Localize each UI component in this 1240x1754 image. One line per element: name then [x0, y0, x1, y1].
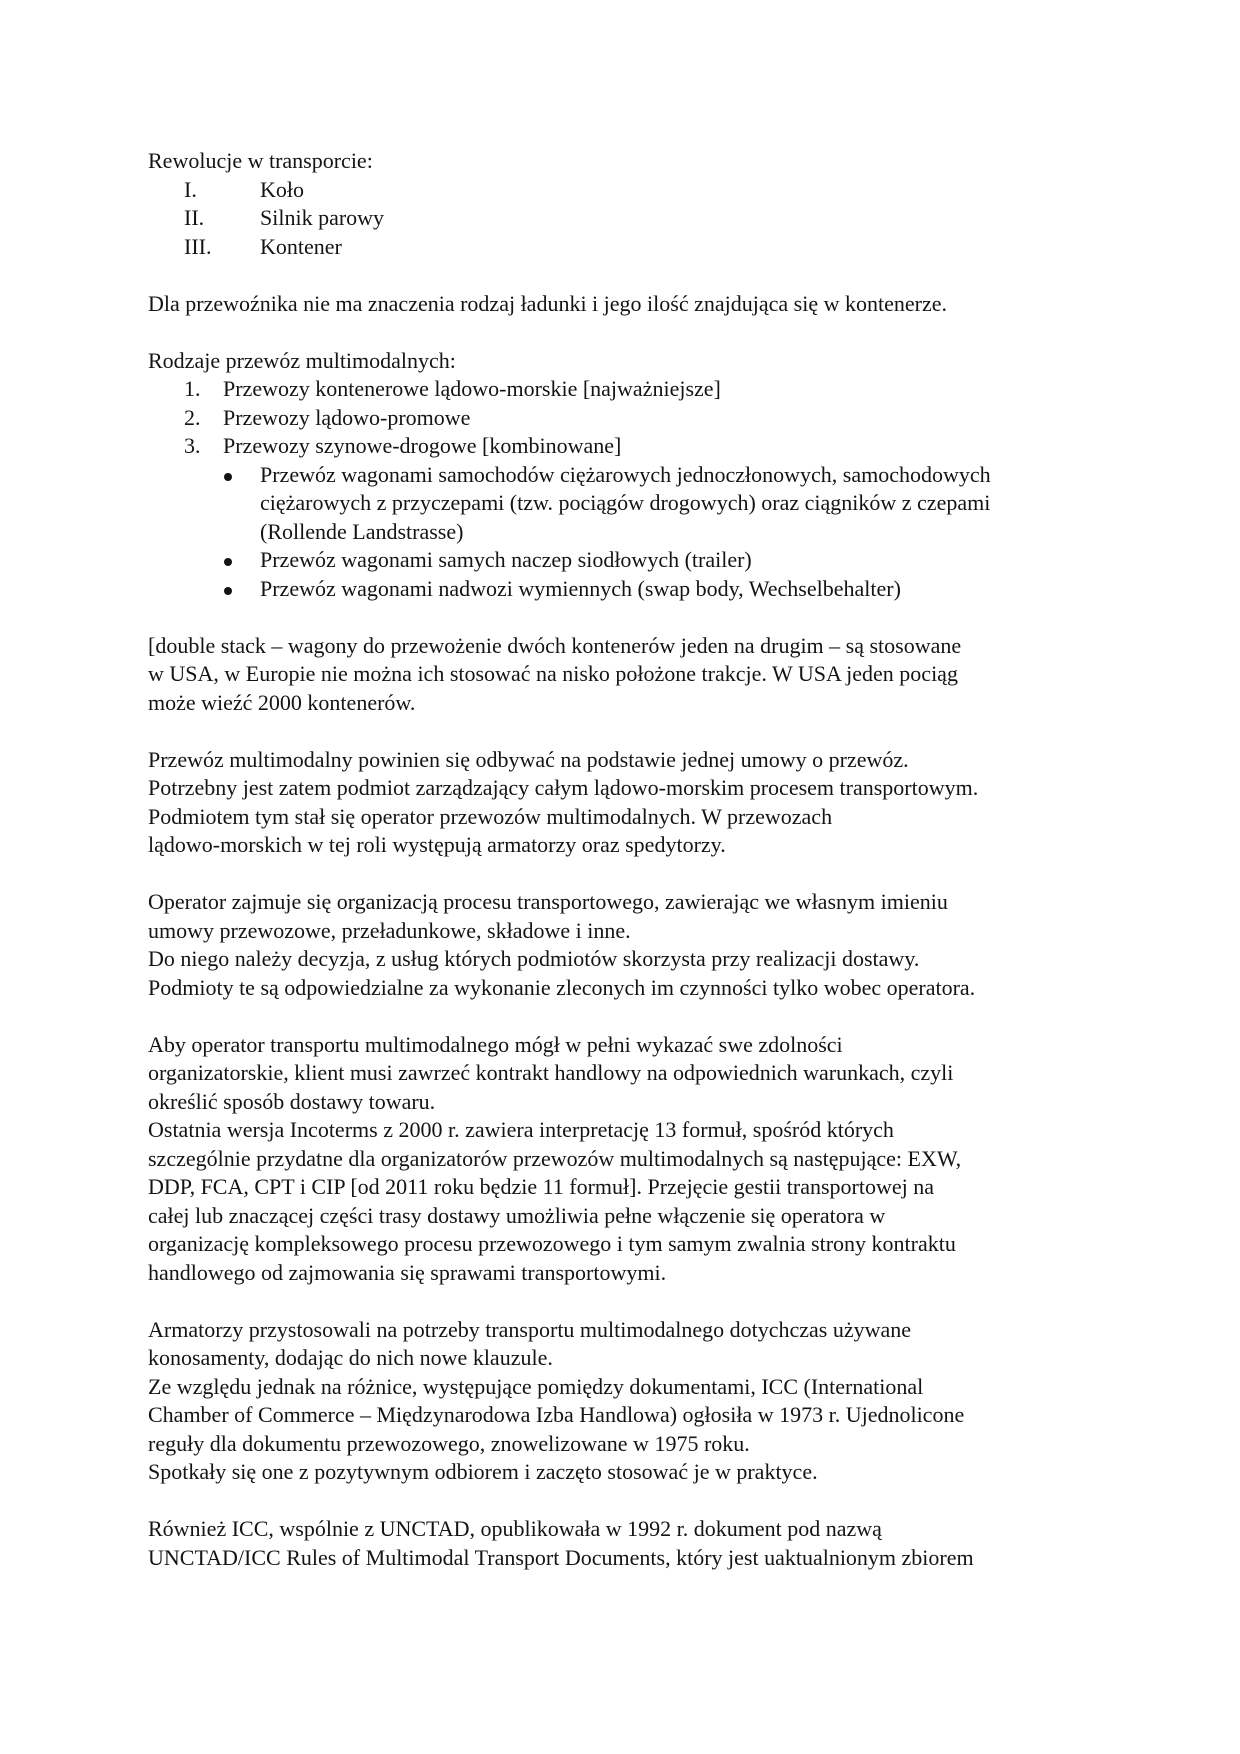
shipowners-paragraph — [148, 1316, 1100, 1487]
bullet-item — [148, 575, 1100, 604]
text-line: w USA, w Europie nie można ich stosować na nisko położone trakcje. W USA jeden pociąg — [148, 661, 958, 686]
text-line: (Rollende Landstrasse) — [260, 518, 464, 544]
bullet-icon — [224, 473, 232, 481]
single-contract-paragraph — [148, 746, 1100, 860]
text-line: szczególnie przydatne dla organizatorów przewozów multimodalnych są następujące: EXW, — [148, 1145, 962, 1171]
list-item-text: Silnik parowy — [260, 205, 385, 230]
list-marker: 1. — [184, 376, 201, 401]
list-item — [148, 432, 1100, 461]
text-line: może wieźć 2000 kontenerów. — [148, 689, 416, 715]
list-item — [148, 375, 1100, 404]
text-line: Przewóz multimodalny powinien się odbywać na podstawie jednej umowy o przewóz. — [148, 746, 909, 772]
text-line: Armatorzy przystosowali na potrzeby transportu multimodalnego dotychczas używane — [148, 1316, 912, 1342]
list-item-text: Przewozy lądowo-promowe — [223, 404, 471, 430]
unctad-paragraph — [148, 1515, 1100, 1572]
text-line: całej lub znaczącej części trasy dostawy umożliwia pełne włączenie się operatora w — [148, 1202, 886, 1228]
list-marker: I. — [184, 176, 197, 202]
text-line: Do niego należy decyzja, z usług których podmiotów skorzysta przy realizacji dostawy. — [148, 946, 920, 971]
text-line: UNCTAD/ICC Rules of Multimodal Transport Documents, który jest uaktualnionym zbiorem — [148, 1544, 974, 1570]
text-line: Również ICC, wspólnie z UNCTAD, opublikowała w 1992 r. dokument pod nazwą — [148, 1516, 882, 1541]
text-line: Przewóz wagonami nadwozi wymiennych (swap body, Wechselbehalter) — [260, 575, 901, 601]
text-line: organizatorskie, klient musi zawrzeć kontrakt handlowy na odpowiednich warunkach, czyli — [148, 1060, 954, 1085]
text-line: Ze względu jednak na różnice, występujące pomiędzy dokumentami, ICC (International — [148, 1373, 924, 1399]
text-line: Podmiotem tym stał się operator przewozów multimodalnych. W przewozach — [148, 803, 833, 829]
text-line: umowy przewozowe, przeładunkowe, składowe i inne. — [148, 917, 631, 943]
text-line: handlowego od zajmowania się sprawami transportowymi. — [148, 1259, 667, 1285]
text-line: Operator zajmuje się organizacją procesu transportowego, zawierając we własnym imieniu — [148, 889, 948, 914]
operator-paragraph — [148, 888, 1100, 1002]
list-marker: II. — [184, 205, 205, 230]
list-marker: 2. — [184, 404, 201, 430]
text-line: organizację kompleksowego procesu przewozowego i tym samym zwalnia strony kontraktu — [148, 1231, 956, 1256]
text-line: Spotkały się one z pozytywnym odbiorem i zaczęto stosować je w praktyce. — [148, 1459, 818, 1484]
text-line: Przewóz wagonami samych naczep siodłowych (trailer) — [260, 547, 752, 572]
revolutions-list — [148, 176, 1100, 262]
text-line: Przewóz wagonami samochodów ciężarowych jednoczłonowych, samochodowych — [260, 461, 991, 487]
incoterms-paragraph — [148, 1031, 1100, 1288]
list-item — [148, 176, 1100, 205]
types-list — [148, 375, 1100, 461]
text-line: DDP, FCA, CPT i CIP [od 2011 roku będzie 11 formuł]. Przejęcie gestii transportowej na — [148, 1174, 934, 1199]
text-line: Ostatnia wersja Incoterms z 2000 r. zawiera interpretację 13 formuł, spośród których — [148, 1117, 894, 1142]
carrier-note: Dla przewoźnika nie ma znaczenia rodzaj ładunki i jego ilość znajdująca się w kontenerze. — [148, 290, 947, 316]
document-page — [148, 147, 1100, 1572]
text-line: Aby operator transportu multimodalnego mógł w pełni wykazać swe zdolności — [148, 1031, 843, 1057]
rail-road-bullets — [148, 461, 1100, 604]
list-marker: 3. — [184, 433, 201, 458]
text-line: Potrzebny jest zatem podmiot zarządzający całym lądowo-morskim procesem transportowym. — [148, 775, 979, 800]
text-line: reguły dla dokumentu przewozowego, znowelizowane w 1975 roku. — [148, 1430, 750, 1456]
list-item-text: Przewozy kontenerowe lądowo-morskie [najważniejsze] — [223, 376, 721, 401]
list-item-text: Koło — [260, 176, 304, 202]
text-line: Podmioty te są odpowiedzialne za wykonanie zleconych im czynności tylko wobec operatora. — [148, 974, 976, 1000]
text-line: Chamber of Commerce – Międzynarodowa Izba Handlowa) ogłosiła w 1973 r. Ujednolicone — [148, 1402, 965, 1427]
list-marker: III. — [184, 233, 212, 259]
bullet-icon — [224, 558, 232, 566]
list-item-text: Kontener — [260, 233, 342, 259]
text-line: konosamenty, dodając do nich nowe klauzule. — [148, 1345, 553, 1370]
text-line: [double stack – wagony do przewożenie dwóch kontenerów jeden na drugim – są stosowane — [148, 632, 962, 658]
types-heading: Rodzaje przewóz multimodalnych: — [148, 347, 456, 373]
bullet-item — [148, 546, 1100, 575]
bullet-item — [148, 461, 1100, 547]
revolutions-heading: Rewolucje w transporcie: — [148, 148, 373, 173]
text-line: ciężarowych z przyczepami (tzw. pociągów drogowych) oraz ciągników z czepami — [260, 490, 991, 515]
list-item — [148, 233, 1100, 262]
text-line: lądowo-morskich w tej roli występują armatorzy oraz spedytorzy. — [148, 832, 726, 857]
bullet-icon — [224, 587, 232, 595]
list-item — [148, 204, 1100, 233]
double-stack-paragraph — [148, 632, 1100, 718]
list-item-text: Przewozy szynowe-drogowe [kombinowane] — [223, 433, 622, 458]
list-item — [148, 404, 1100, 433]
text-line: określić sposób dostawy towaru. — [148, 1088, 436, 1114]
